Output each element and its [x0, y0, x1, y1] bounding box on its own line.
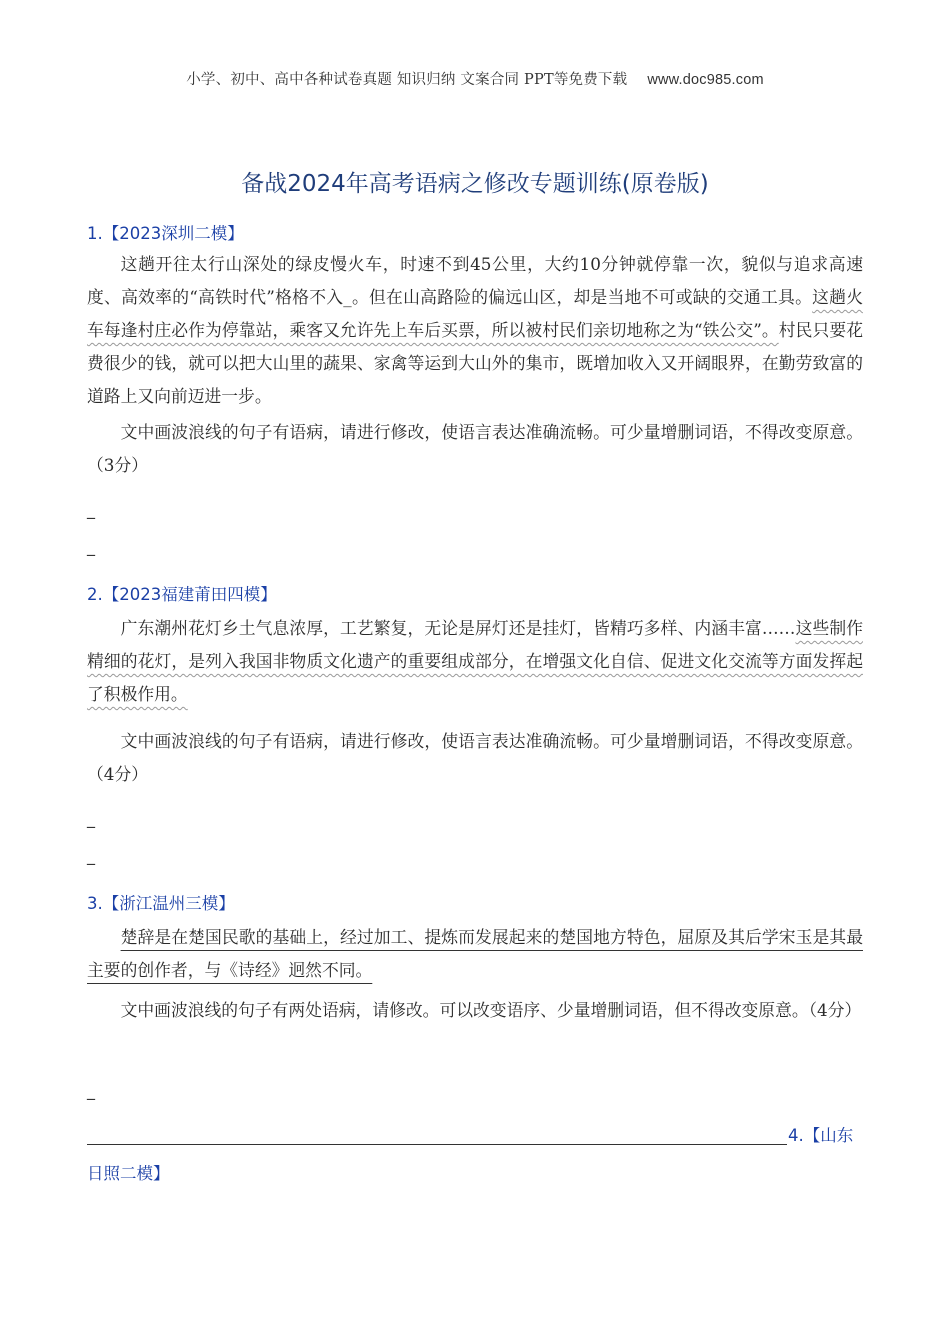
q2-answer-blank-1[interactable]: _ — [87, 809, 95, 828]
q2-wavy-sentence: 这些制作精细的花灯，是列入我国非物质文化遗产的重要组成部分，在增强文化自信、促进文化交流等方面发挥起了积极作用。 — [87, 618, 863, 704]
question-3-passage — [87, 921, 863, 987]
q1-wavy-sentence: 这趟火车每逢村庄必作为停靠站，乘客又允许先上车后买票，所以被村民们亲切地称之为“铁公交”。 — [87, 287, 863, 340]
q1-answer-blank-2[interactable]: _ — [87, 537, 95, 556]
q3-answer-line[interactable] — [87, 1144, 787, 1145]
question-2-passage — [87, 612, 863, 711]
q2-passage-text: 广东潮州花灯乡土气息浓厚，工艺繁复，无论是屏灯还是挂灯，皆精巧多样、内涵丰富…… — [120, 618, 796, 638]
question-4-heading-end: 日照二模】 — [87, 1164, 170, 1183]
question-1-passage — [87, 248, 863, 413]
page-title: 备战2024年高考语病之修改专题训练(原卷版) — [241, 171, 709, 197]
header-text: 小学、初中、高中各种试卷真题 知识归纳 文案合同 PPT等免费下载 — [186, 72, 628, 88]
header-url[interactable]: www.doc985.com — [647, 72, 764, 88]
q3-answer-blank-1[interactable]: _ — [87, 1081, 95, 1100]
question-2-instruction: 文中画波浪线的句子有语病，请进行修改，使语言表达准确流畅。可少量增删词语，不得改变原意。（4分） — [87, 731, 863, 784]
q1-passage-tail: 村民只要花费很少的钱，就可以把大山里的蔬果、家禽等运到大山外的集市，既增加收入又开阔眼界，在勤劳致富的道路上又向前迈进一步。 — [87, 320, 863, 406]
question-4-heading-start: 4.【山东 — [788, 1126, 854, 1145]
page-header — [0, 68, 950, 89]
question-2-heading: 2.【2023福建莆田四模】 — [87, 585, 277, 604]
q1-passage-text: 这趟开往太行山深处的绿皮慢火车，时速不到45公里，大约10分钟就停靠一次，貌似与追求高速度、高效率的“高铁时代”格格不入_。但在山高路险的偏远山区，却是当地不可或缺的交通工具。 — [87, 254, 863, 307]
question-3-instruction: 文中画波浪线的句子有两处语病，请修改。可以改变语序、少量增删词语，但不得改变原意。（4分） — [120, 1000, 862, 1020]
q2-answer-blank-2[interactable]: _ — [87, 846, 95, 865]
q3-underlined-sentence: 楚辞是在楚国民歌的基础上，经过加工、提炼而发展起来的楚国地方特色，屈原及其后学宋玉是其最主要的创作者，与《诗经》迥然不同。 — [87, 927, 863, 980]
question-3-heading: 3.【浙江温州三模】 — [87, 894, 235, 913]
question-1-instruction: 文中画波浪线的句子有语病，请进行修改，使语言表达准确流畅。可少量增删词语，不得改变原意。（3分） — [87, 422, 863, 475]
question-1-heading: 1.【2023深圳二模】 — [87, 224, 244, 243]
q1-answer-blank-1[interactable]: _ — [87, 500, 95, 519]
